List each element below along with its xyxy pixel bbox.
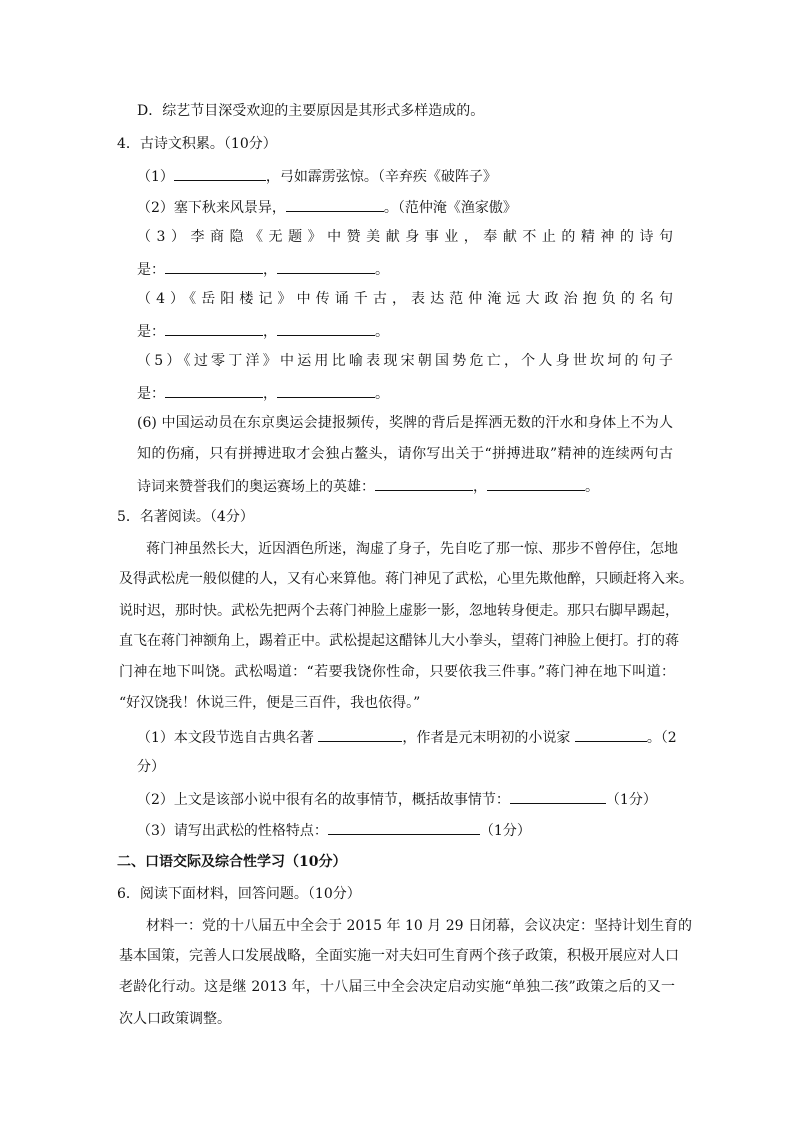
question-4-5-line1: （5）《过零丁洋》中运用比喻表现宋朝国势危亡，个人身世坎坷的句子 bbox=[137, 353, 673, 369]
material-line: 次人口政策调整。 bbox=[119, 1011, 231, 1027]
question-6-title: 6．阅读下面材料，回答问题。（10分） bbox=[117, 886, 361, 902]
question-4-5-line2: 是： ， 。 bbox=[137, 382, 389, 404]
material-line: 材料一：党的十八届五中全会于 2015 年 10 月 29 日闭幕，会议决定：坚持计划生育的 bbox=[146, 918, 692, 934]
material-line: 基本国策，完善人口发展战略，全面实施一对夫妇可生育两个孩子政策，积极开展应对人口 bbox=[119, 948, 679, 964]
answer-blank[interactable] bbox=[277, 258, 375, 274]
answer-blank[interactable] bbox=[575, 726, 647, 742]
question-4-4-line1: （4）《岳阳楼记》中传诵千古，表达范仲淹远大政治抱负的名句 bbox=[137, 291, 673, 307]
question-5-1: （1）本文段节选自古典名著 ，作者是元末明初的小说家 。（2 bbox=[137, 726, 677, 748]
answer-blank[interactable] bbox=[286, 196, 384, 212]
question-4-4-line2: 是： ， 。 bbox=[137, 320, 389, 342]
question-5-title: 5．名著阅读。（4分） bbox=[117, 509, 254, 525]
answer-blank[interactable] bbox=[165, 382, 263, 398]
passage-line: 及得武松虎一般似健的人，又有心来算他。蒋门神见了武松，心里先欺他醉，只顾赶将入来。 bbox=[119, 571, 693, 587]
material-line: 老龄化行动。这是继 2013 年，十八届三中全会决定启动实施“单独二孩”政策之后的又一 bbox=[119, 979, 675, 995]
question-4-3-line1: （3）李商隐《无题》中赞美献身事业，奉献不止的精神的诗句 bbox=[137, 229, 673, 245]
option-d: D．综艺节目深受欢迎的主要原因是其形式多样造成的。 bbox=[137, 103, 485, 119]
answer-blank[interactable] bbox=[165, 320, 263, 336]
question-4-2: （2）塞下秋来风景异， 。（范仲淹《渔家傲》 bbox=[137, 196, 517, 218]
answer-blank[interactable] bbox=[165, 258, 263, 274]
question-4-1: （1） ，弓如霹雳弦惊。（辛弃疾《破阵子》 bbox=[137, 165, 497, 187]
question-4-6-line2: 知的伤痛，只有拼搏进取才会独占鳌头，请你写出关于“拼搏进取”精神的连续两句古 bbox=[137, 446, 673, 462]
passage-line: 直飞在蒋门神额角上，踢着正中。武松提起这醋钵儿大小拳头，望蒋门神脸上便打。打的蒋 bbox=[119, 633, 679, 649]
question-5-2: （2）上文是该部小说中很有名的故事情节，概括故事情节： （1分） bbox=[137, 788, 657, 810]
answer-blank[interactable] bbox=[328, 819, 480, 835]
answer-blank[interactable] bbox=[174, 165, 266, 181]
question-5-1-score: 分） bbox=[137, 759, 165, 775]
question-4-title: 4．古诗文积累。（10分） bbox=[117, 136, 277, 152]
question-4-6-line1: (6) 中国运动员在东京奥运会捷报频传，奖牌的背后是挥洒无数的汗水和身体上不为人 bbox=[137, 415, 673, 431]
answer-blank[interactable] bbox=[487, 475, 585, 491]
section-2-heading: 二、口语交际及综合性学习（10分） bbox=[117, 854, 347, 870]
answer-blank[interactable] bbox=[510, 788, 606, 804]
question-5-3: （3）请写出武松的性格特点： （1分） bbox=[137, 819, 531, 841]
answer-blank[interactable] bbox=[277, 320, 375, 336]
answer-blank[interactable] bbox=[277, 382, 375, 398]
passage-line: “好汉饶我！休说三件，便是三百件，我也依得。” bbox=[119, 695, 421, 711]
passage-line: 说时迟，那时快。武松先把两个去蒋门神脸上虚影一影，忽地转身便走。那只右脚早踢起， bbox=[119, 603, 679, 619]
passage-line: 蒋门神虽然长大，近因酒色所迷，淘虚了身子，先自吃了那一惊、那步不曾停住，怎地 bbox=[146, 541, 678, 557]
answer-blank[interactable] bbox=[375, 475, 473, 491]
passage-line: 门神在地下叫饶。武松喝道：“若要我饶你性命，只要依我三件事。”蒋门神在地下叫道： bbox=[119, 664, 675, 680]
question-4-3-line2: 是： ， 。 bbox=[137, 258, 389, 280]
question-4-6-line3: 诗词来赞誉我们的奥运赛场上的英雄： ， 。 bbox=[137, 475, 599, 497]
answer-blank[interactable] bbox=[318, 726, 402, 742]
